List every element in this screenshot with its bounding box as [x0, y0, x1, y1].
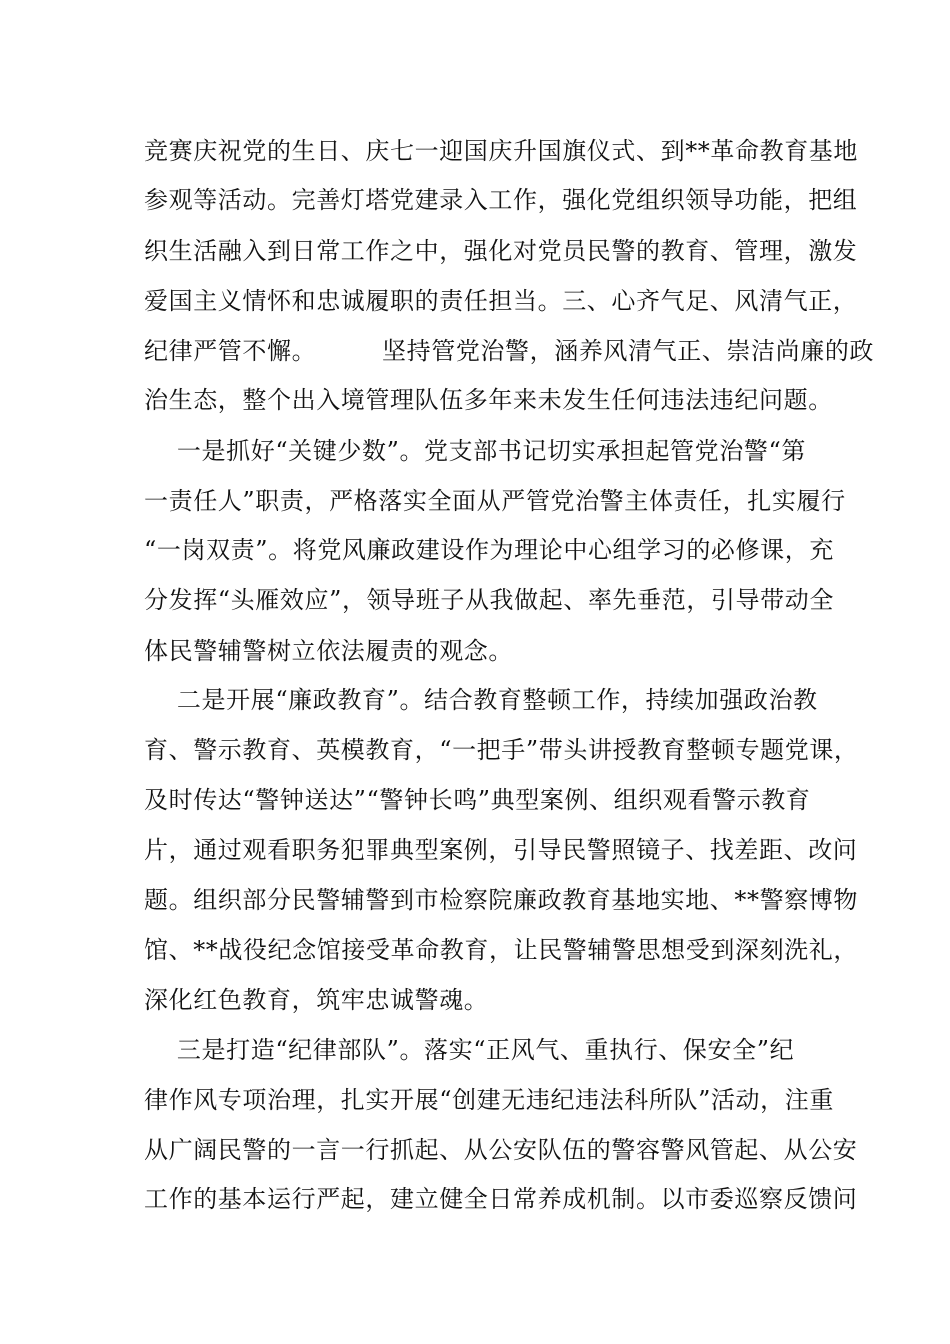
text-line: 二是开展“廉政教育”。结合教育整顿工作，持续加强政治教	[144, 686, 818, 714]
text-line: 体民警辅警树立依法履责的观念。	[144, 637, 513, 665]
text-line: 深化红色教育，筑牢忠诚警魂。	[144, 986, 489, 1014]
text-line: 三是打造“纪律部队”。落实“正风气、重执行、保安全”纪	[144, 1036, 795, 1064]
text-line: 工作的基本运行严起，建立健全日常养成机制。以市委巡察反馈问	[144, 1185, 858, 1213]
text-line: 一是抓好“关键少数”。党支部书记切实承担起管党治警“第	[144, 437, 806, 465]
text-line: 织生活融入到日常工作之中，强化对党员民警的教育、管理，激发	[144, 237, 858, 265]
text-line: 馆、**战役纪念馆接受革命教育，让民警辅警思想受到深刻洗礼，	[144, 936, 858, 964]
text-line: 律作风专项治理，扎实开展“创建无违纪违法科所队”活动，注重	[144, 1086, 834, 1114]
text-line: 一责任人”职责，严格落实全面从严管党治警主体责任，扎实履行	[144, 487, 846, 515]
text-line: 参观等活动。完善灯塔党建录入工作，强化党组织领导功能，把组	[144, 186, 858, 214]
text-line: 竞赛庆祝党的生日、庆七一迎国庆升国旗仪式、到**革命教育基地	[144, 137, 858, 165]
text-line: “一岗双责”。将党风廉政建设作为理论中心组学习的必修课，充	[144, 536, 834, 564]
text-line: 纪律严管不懈。 坚持管党治警，涵养风清气正、崇洁尚廉的政	[144, 337, 875, 365]
text-line: 片，通过观看职务犯罪典型案例，引导民警照镜子、找差距、改问	[144, 836, 858, 864]
text-line: 治生态，整个出入境管理队伍多年来未发生任何违法违纪问题。	[144, 386, 833, 414]
text-line: 题。组织部分民警辅警到市检察院廉政教育基地实地、**警察博物	[144, 886, 858, 914]
text-line: 及时传达“警钟送达”“警钟长鸣”典型案例、组织观看警示教育	[144, 786, 811, 814]
text-line: 从广阔民警的一言一行抓起、从公安队伍的警容警风管起、从公安	[144, 1136, 858, 1164]
text-line: 爱国主义情怀和忠诚履职的责任担当。三、心齐气足、风清气正，	[144, 287, 858, 315]
text-line: 育、警示教育、英模教育，“一把手”带头讲授教育整顿专题党课，	[144, 736, 859, 764]
text-line: 分发挥“头雁效应”，领导班子从我做起、率先垂范，引导带动全	[144, 586, 834, 614]
